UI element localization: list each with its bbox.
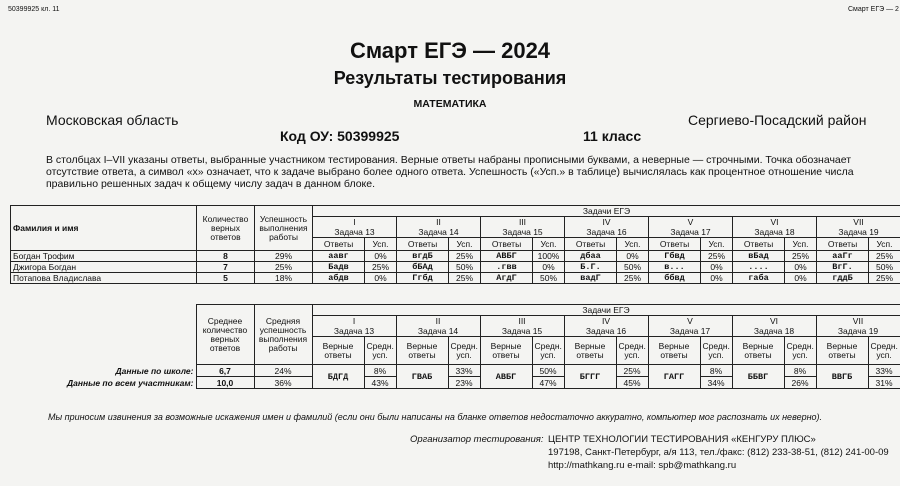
block-header	[313, 217, 397, 238]
block-task: Задача 16	[585, 326, 627, 336]
col-avg-success-header: Средняя успешность выполнения работы	[254, 305, 312, 365]
block-header	[817, 217, 900, 238]
block-roman: I	[352, 316, 356, 326]
sub-answers-header: Ответы	[565, 238, 617, 251]
block-task: Задача 15	[501, 326, 543, 336]
student-answers: гддБ	[817, 273, 869, 284]
student-block-success: 50%	[869, 262, 900, 273]
student-correct: 5	[197, 273, 255, 284]
student-answers: Б.Г.	[565, 262, 617, 273]
tasks-group-header: Задачи ЕГЭ	[313, 206, 900, 217]
sub-success-header: Усп.	[869, 238, 900, 251]
block-header	[649, 217, 733, 238]
sub-avg-success-header: Средн. усп.	[700, 337, 732, 365]
block-header	[481, 217, 565, 238]
student-block-success: 25%	[365, 262, 397, 273]
region-name: Московская область	[46, 112, 179, 128]
student-correct: 8	[197, 251, 255, 262]
student-answers: Бадв	[313, 262, 365, 273]
sub-avg-success-header: Средн. усп.	[448, 337, 480, 365]
explanation-note: В столбцах I–VII указаны ответы, выбранные участником тестирования. Верные ответы набраны прописными буквами, а неверные — строчными. Точка обозначает отсутствие ответа, а символ «x» означает, что к задаче выбрано более одного ответа. Успешность («Усп.» в таблице) вычислялась как процентное отношение числа правильно решенных задач к общему числу задач в данном блоке.	[46, 154, 854, 190]
organizer-name: ЦЕНТР ТЕХНОЛОГИИ ТЕСТИРОВАНИЯ «КЕНГУРУ ПЛЮС»	[548, 434, 816, 445]
school-block-success: 8%	[700, 365, 732, 377]
correct-answers: БДГД	[312, 365, 364, 389]
student-answers: АВБГ	[481, 251, 533, 262]
student-answers: абдв	[313, 273, 365, 284]
block-task: Задача 15	[502, 227, 543, 237]
sub-correct-answers-header: Верные ответы	[312, 337, 364, 365]
page-code: 50399925 кл. 11	[8, 6, 60, 13]
all-block-success: 26%	[784, 377, 816, 389]
sub-answers-header: Ответы	[313, 238, 365, 251]
student-name: Богдан Трофим	[11, 251, 197, 262]
block-task: Задача 17	[669, 326, 711, 336]
student-answers: дбаа	[565, 251, 617, 262]
student-answers: вадГ	[565, 273, 617, 284]
block-roman: III	[518, 316, 526, 326]
sub-answers-header: Ответы	[649, 238, 701, 251]
block-task: Задача 18	[753, 326, 795, 336]
student-answers: Гбвд	[649, 251, 701, 262]
school-block-success: 33%	[868, 365, 900, 377]
sub-correct-answers-header: Верные ответы	[396, 337, 448, 365]
school-avg-correct: 6,7	[196, 365, 254, 377]
block-task: Задача 19	[837, 326, 879, 336]
block-roman: IV	[602, 217, 611, 227]
student-answers: аавг	[313, 251, 365, 262]
student-correct: 7	[197, 262, 255, 273]
all-block-success: 23%	[448, 377, 480, 389]
student-answers: габа	[733, 273, 785, 284]
sub-avg-success-header: Средн. усп.	[532, 337, 564, 365]
stats-tasks-group-header: Задачи ЕГЭ	[312, 305, 900, 316]
stats-block-header	[480, 316, 564, 337]
stats-block-header	[648, 316, 732, 337]
student-block-success: 25%	[449, 251, 481, 262]
school-block-success: 25%	[616, 365, 648, 377]
correct-answers: АВБГ	[480, 365, 532, 389]
student-answers: ....	[733, 262, 785, 273]
page-subtitle: Результаты тестирования	[333, 68, 567, 88]
stats-block-header	[564, 316, 648, 337]
block-task: Задача 17	[670, 227, 711, 237]
block-task: Задача 16	[586, 227, 627, 237]
block-task: Задача 18	[754, 227, 795, 237]
block-task: Задача 19	[838, 227, 879, 237]
student-answers: вгдБ	[397, 251, 449, 262]
student-block-success: 25%	[785, 251, 817, 262]
student-block-success: 25%	[617, 273, 649, 284]
student-block-success: 0%	[701, 262, 733, 273]
sub-avg-success-header: Средн. усп.	[868, 337, 900, 365]
all-block-success: 43%	[364, 377, 396, 389]
student-block-success: 0%	[701, 273, 733, 284]
sub-correct-answers-header: Верные ответы	[732, 337, 784, 365]
correct-answers: ГВАБ	[396, 365, 448, 389]
block-roman: III	[518, 217, 527, 227]
student-answers: вБад	[733, 251, 785, 262]
student-block-success: 0%	[785, 262, 817, 273]
student-answers: бБАд	[397, 262, 449, 273]
school-block-success: 8%	[364, 365, 396, 377]
student-name: Потапова Владислава	[11, 273, 197, 284]
block-roman: VI	[769, 316, 779, 326]
correct-answers: ББВГ	[732, 365, 784, 389]
sub-success-header: Усп.	[365, 238, 397, 251]
student-block-success: 100%	[533, 251, 565, 262]
student-block-success: 25%	[701, 251, 733, 262]
student-block-success: 0%	[533, 262, 565, 273]
block-roman: II	[436, 217, 441, 227]
sub-avg-success-header: Средн. усп.	[784, 337, 816, 365]
sub-success-header: Усп.	[449, 238, 481, 251]
page-title: Смарт ЕГЭ — 2024	[349, 38, 551, 63]
student-block-success: 25%	[449, 273, 481, 284]
sub-answers-header: Ответы	[397, 238, 449, 251]
block-task: Задача 13	[333, 326, 375, 336]
sub-success-header: Усп.	[701, 238, 733, 251]
block-task: Задача 13	[334, 227, 375, 237]
block-roman: IV	[601, 316, 611, 326]
student-answers: Ггбд	[397, 273, 449, 284]
student-answers: ббвд	[649, 273, 701, 284]
col-correct-header: Количество верных ответов	[197, 206, 255, 251]
student-answers: ВгГ.	[817, 262, 869, 273]
student-success: 25%	[255, 262, 313, 273]
sub-correct-answers-header: Верные ответы	[648, 337, 700, 365]
correct-answers: ГАГГ	[648, 365, 700, 389]
block-roman: V	[687, 217, 694, 227]
all-block-success: 45%	[616, 377, 648, 389]
col-name-header: Фамилия и имя	[11, 206, 197, 251]
block-roman: V	[687, 316, 693, 326]
stats-block-header	[732, 316, 816, 337]
all-block-success: 31%	[868, 377, 900, 389]
school-avg-success: 24%	[254, 365, 312, 377]
student-success: 18%	[255, 273, 313, 284]
organizer-label: Организатор тестирования:	[410, 434, 544, 445]
stats-table	[10, 304, 900, 389]
results-table	[10, 205, 900, 284]
class-label: 11 класс	[583, 128, 642, 144]
block-header	[565, 217, 649, 238]
sub-success-header: Усп.	[533, 238, 565, 251]
student-block-success: 0%	[365, 273, 397, 284]
school-block-success: 8%	[784, 365, 816, 377]
all-block-success: 47%	[532, 377, 564, 389]
school-block-success: 50%	[532, 365, 564, 377]
block-roman: VI	[770, 217, 779, 227]
apology-note: Мы приносим извинения за возможные искажения имен и фамилий (если они были написаны на бланке ответов недостаточно аккуратно, компьютер мог распознать их неверно).	[48, 412, 823, 422]
student-block-success: 50%	[533, 273, 565, 284]
running-title: Смарт ЕГЭ — 2	[848, 6, 899, 13]
sub-success-header: Усп.	[617, 238, 649, 251]
sub-answers-header: Ответы	[481, 238, 533, 251]
student-block-success: 0%	[785, 273, 817, 284]
col-success-header: Успешность выполнения работы	[255, 206, 313, 251]
organizer-contacts: http://mathkang.ru e-mail: spb@mathkang.ru	[548, 460, 737, 471]
subject-name: МАТЕМАТИКА	[413, 98, 487, 110]
student-success: 29%	[255, 251, 313, 262]
student-block-success: 0%	[617, 251, 649, 262]
sub-answers-header: Ответы	[733, 238, 785, 251]
all-avg-correct: 10,0	[196, 377, 254, 389]
block-task: Задача 14	[417, 326, 459, 336]
student-answers: в...	[649, 262, 701, 273]
table-row	[11, 273, 900, 284]
sub-correct-answers-header: Верные ответы	[564, 337, 616, 365]
student-block-success: 50%	[449, 262, 481, 273]
sub-avg-success-header: Средн. усп.	[364, 337, 396, 365]
table-row	[11, 262, 900, 273]
label-school-data: Данные по школе:	[115, 365, 194, 376]
block-roman: II	[435, 316, 441, 326]
student-answers: ааГг	[817, 251, 869, 262]
block-task: Задача 14	[418, 227, 459, 237]
correct-answers: БГГГ	[564, 365, 616, 389]
stats-block-header	[312, 316, 396, 337]
student-name: Джигора Богдан	[11, 262, 197, 273]
block-roman: VII	[853, 217, 864, 227]
table-row	[11, 251, 900, 262]
student-block-success: 50%	[617, 262, 649, 273]
block-header	[397, 217, 481, 238]
sub-avg-success-header: Средн. усп.	[616, 337, 648, 365]
sub-correct-answers-header: Верные ответы	[816, 337, 868, 365]
school-block-success: 33%	[448, 365, 480, 377]
label-all-data: Данные по всем участникам:	[66, 377, 194, 388]
student-block-success: 0%	[365, 251, 397, 262]
organizer-address: 197198, Санкт-Петербург, а/я 113, тел./факс: (812) 233-38-51, (812) 241-00-09	[548, 447, 889, 458]
student-answers: .гвв	[481, 262, 533, 273]
student-answers: АгдГ	[481, 273, 533, 284]
student-block-success: 25%	[869, 251, 900, 262]
stats-block-header	[816, 316, 900, 337]
sub-success-header: Усп.	[785, 238, 817, 251]
sub-answers-header: Ответы	[817, 238, 869, 251]
stats-block-header	[396, 316, 480, 337]
block-roman: VII	[852, 316, 864, 326]
correct-answers: ВВГБ	[816, 365, 868, 389]
block-header	[733, 217, 817, 238]
all-block-success: 34%	[700, 377, 732, 389]
sub-correct-answers-header: Верные ответы	[480, 337, 532, 365]
district-name: Сергиево-Посадский район	[688, 112, 867, 128]
col-avg-correct-header: Среднее количество верных ответов	[196, 305, 254, 365]
school-code: Код ОУ: 50399925	[280, 128, 400, 144]
all-avg-success: 36%	[254, 377, 312, 389]
student-block-success: 25%	[869, 273, 900, 284]
block-roman: I	[353, 217, 356, 227]
